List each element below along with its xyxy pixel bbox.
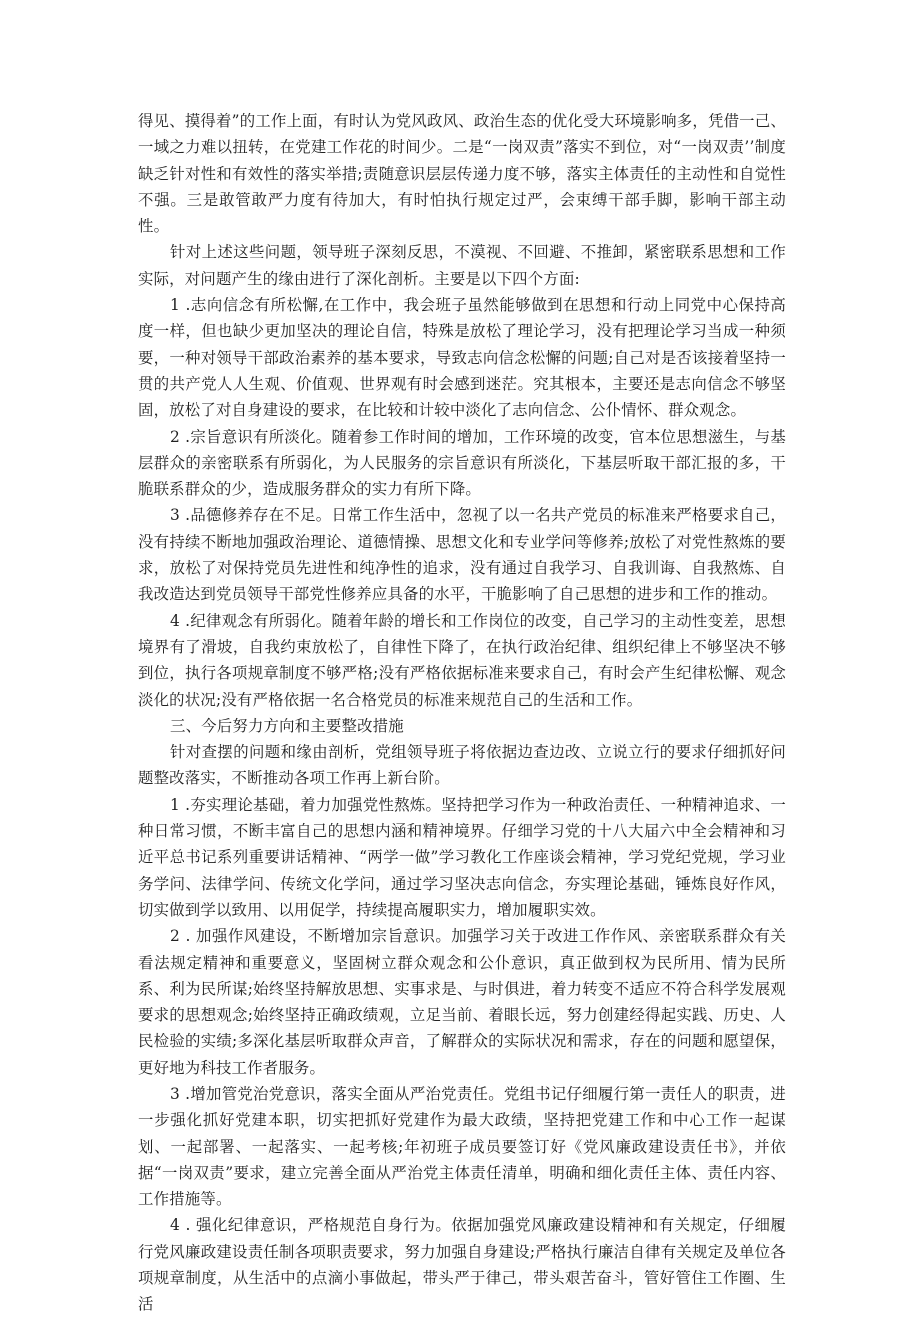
- paragraph-measure-party: 3 .增加管党治党意识，落实全面从严治党责任。党组书记仔细履行第一责任人的职责，进一步强化抓好党建本职，切实把抓好党建作为最大政绩，坚持把党建工作和中心工作一起谋划、一起部署、一起落实、一起考核;年初班子成员要签订好《党风廉政建设责任书》，并依据“一岗双责”要求，建立完善全面从严治党主体责任清单，明确和细化责任主体、责任内容、工作措施等。: [138, 1084, 786, 1209]
- paragraph-cause-purpose: 2 .宗旨意识有所淡化。随着参工作时间的增加，工作环境的改变，官本位思想滋生，与基层群众的亲密联系有所弱化，为人民服务的宗旨意识有所淡化，下基层听取干部汇报的多，干脆联系群众的少，造成服务群众的实力有所下降。: [138, 427, 786, 499]
- paragraph-analysis-intro: 针对上述这些问题，领导班子深刻反思，不漠视、不回避、不推卸，紧密联系思想和工作实际，对问题产生的缘由进行了深化剖析。主要是以下四个方面:: [138, 243, 786, 288]
- paragraph-measure-discipline: 4 . 强化纪律意识，严格规范自身行为。依据加强党风廉政建设精神和有关规定，仔细履行党风廉政建设责任制各项职责要求，努力加强自身建设;严格执行廉洁自律有关规定及单位各项规章制度，从生活中的点滴小事做起，带头严于律己，带头艰苦奋斗，管好管住工作圈、生活: [138, 1216, 786, 1314]
- section-heading-improvement: 三、今后努力方向和主要整改措施: [170, 716, 404, 735]
- paragraph-measure-style: 2 . 加强作风建设，不断增加宗旨意识。加强学习关于改进工作作风、亲密联系群众有关看法规定精神和重要意义，坚固树立群众观念和公仆意识，真正做到权为民所用、情为民所系、利为民所谋;始终坚持解放思想、实事求是、与时俱进，着力转变不适应不符合科学发展观要求的思想观念;始终坚持正确政绩观，立足当前、着眼长远，努力创建经得起实践、历史、人民检验的实绩;多深化基层听取群众声音，了解群众的实际状况和需求，存在的问题和愿望保，更好地为科技工作者服务。: [138, 927, 786, 1077]
- paragraph-measure-theory: 1 .夯实理论基础，着力加强党性熬炼。坚持把学习作为一种政治责任、一种精神追求、一种日常习惯，不断丰富自己的思想内涵和精神境界。仔细学习党的十八大届六中全会精神和习近平总书记系列重要讲话精神、“两学一做”学习教化工作座谈会精神，学习党纪党规，学习业务学问、法律学问、传统文化学问，通过学习坚决志向信念，夯实理论基础，锤炼良好作风，切实做到学以致用、以用促学，持续提高履职实力，增加履职实效。: [138, 795, 786, 919]
- paragraph-cause-discipline: 4 .纪律观念有所弱化。随着年龄的增长和工作岗位的改变，自己学习的主动性变差，思想境界有了滑坡，自我约束放松了，自律性下降了，在执行政治纪律、组织纪律上不够坚决不够到位，执行各项规章制度不够严格;没有严格依据标准来要求自己，有时会产生纪律松懈、观念淡化的状况;没有严格依据一名合格党员的标准来规范自己的生活和工作。: [138, 611, 786, 709]
- paragraph-cause-ideals: 1 .志向信念有所松懈,在工作中，我会班子虽然能够做到在思想和行动上同党中心保持高度一样，但也缺少更加坚决的理论自信，特殊是放松了理论学习，没有把理论学习当成一种须要，一种对领导干部政治素养的基本要求，导致志向信念松懈的问题;自己对是否该接着坚持一贯的共产党人人生观、价值观、世界观有时会感到迷茫。究其根本，主要还是志向信念不够坚固，放松了对自身建设的要求，在比较和计较中淡化了志向信念、公仆情怀、群众观念。: [138, 296, 786, 420]
- paragraph-continuation: 得见、摸得着”的工作上面，有时认为党风政风、政治生态的优化受大环境影响多，凭借一己、一域之力难以扭转，在党建工作花的时间少。二是“一岗双责”落实不到位，对“一岗双责’’制度缺乏针对性和有效性的落实举措;责随意识层层传递力度不够，落实主体责任的主动性和自觉性不强。三是敢管敢严力度有待加大，有时怕执行规定过严，会束缚干部手脚，影响干部主动性。: [138, 112, 786, 236]
- document-body: [138, 108, 786, 1318]
- paragraph-improvement-intro: 针对查摆的问题和缘由剖析，党组领导班子将依据边查边改、立说立行的要求仔细抓好问题整改落实，不断推动各项工作再上新台阶。: [138, 743, 786, 788]
- paragraph-cause-morality: 3 .品德修养存在不足。日常工作生活中，忽视了以一名共产党员的标准来严格要求自己，没有持续不断地加强政治理论、道德情操、思想文化和专业学问等修养;放松了对党性熬炼的要求，放松了对保持党员先进性和纯净性的追求，没有通过自我学习、自我训诲、自我熬炼、自我改造达到党员领导干部党性修养应具备的水平，干脆影响了自己思想的进步和工作的推动。: [138, 506, 786, 604]
